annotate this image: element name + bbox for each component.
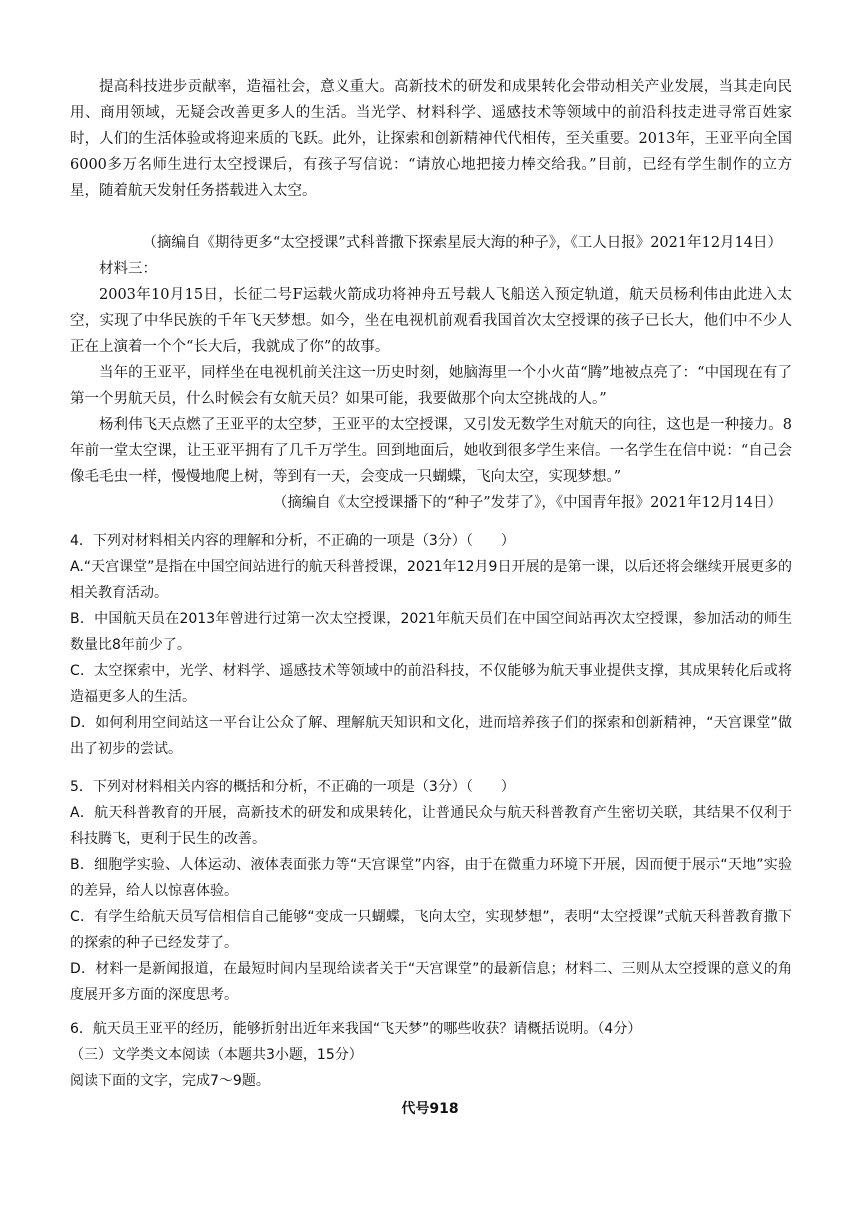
page-footer-code: 代号918 [401,1101,459,1117]
question-4-option-b: B．中国航天员在2013年曾进行过第一次太空授课，2021年航天员们在中国空间站再次太空授课，参加活动的师生数量比8年前少了。 [70,611,792,653]
question-4-option-d: D．如何利用空间站这一平台让公众了解、理解航天知识和文化，进而培养孩子们的探索和创新精神，“天宫课堂”做出了初步的尝试。 [70,715,792,757]
question-5-stem: 5．下列对材料相关内容的概括和分析，不正确的一项是（3分）（ ） [70,779,515,795]
question-5-option-d: D．材料一是新闻报道，在最短时间内呈现给读者关于“天宫课堂”的最新信息；材料二、三则从太空授课的意义的角度展开多方面的深度思考。 [70,961,792,1003]
question-4-option-c: C．太空探索中，光学、材料学、遥感技术等领域中的前沿科技，不仅能够为航天事业提供支撑，其成果转化后或将造福更多人的生活。 [70,663,792,705]
question-6 [70,1016,792,1094]
material-2-paragraph: 提高科技进步贡献率，造福社会，意义重大。高新技术的研发和成果转化会带动相关产业发展，当其走向民用、商用领域，无疑会改善更多人的生活。当光学、材料科学、遥感技术等领域中的前沿科技走进寻常百姓家时，人们的生活体验或将迎来质的飞跃。此外，让探索和创新精神代代相传，至关重要。2013年，王亚平向全国6000多万名师生进行太空授课后，有孩子写信说：“请放心地把接力棒交给我。”目前，已经有学生制作的立方星，随着航天发射任务搭载进入太空。 [70,79,792,199]
material-2-source: （摘编自《期待更多“太空授课”式科普撒下探索星辰大海的种子》，《工人日报》2021年12月14日） [142,235,782,251]
question-5-option-a: A．航天科普教育的开展，高新技术的研发和成果转化，让普通民众与航天科普教育产生密切关联，其结果不仅利于科技腾飞，更利于民生的改善。 [70,805,792,847]
question-4-option-a: A.“天宫课堂”是指在中国空间站进行的航天科普授课，2021年12月9日开展的是第一课，以后还将会继续开展更多的相关教育活动。 [70,559,792,601]
material-2-source-block [70,230,792,256]
material-3-source: （摘编自《太空授课播下的“种子”发芽了》，《中国青年报》2021年12月14日） [272,495,782,511]
question-5-option-b: B．细胞学实验、人体运动、液体表面张力等“天宫课堂”内容，由于在微重力环境下开展，因而便于展示“天地”实验的差异，给人以惊喜体验。 [70,857,792,899]
question-4 [70,528,792,762]
question-6-stem: 6．航天员王亚平的经历，能够折射出近年来我国“飞天梦”的哪些收获？请概括说明。（4分） [70,1021,642,1037]
material-3-paragraph-1: 2003年10月15日，长征二号F运载火箭成功将神舟五号载人飞船送入预定轨道，航天员杨利伟由此进入太空，实现了中华民族的千年飞天梦想。如今，坐在电视机前观看我国首次太空授课的孩子已长大，他们中不少人正在上演着一个个“长大后，我就成了你”的故事。 [70,287,792,355]
section-3-instruction: 阅读下面的文字，完成7～9题。 [70,1073,270,1089]
question-5 [70,774,792,1008]
material-3-paragraph-2: 当年的王亚平，同样坐在电视机前关注这一历史时刻，她脑海里一个小火苗“腾”地被点亮了：“中国现在有了第一个男航天员，什么时候会有女航天员？如果可能，我要做那个向太空挑战的人。” [70,365,792,407]
question-4-stem: 4．下列对材料相关内容的理解和分析，不正确的一项是（3分）（ ） [70,533,515,549]
material-3 [70,256,792,516]
question-5-option-c: C．有学生给航天员写信相信自己能够“变成一只蝴蝶，飞向太空，实现梦想”，表明“太空授课”式航天科普教育撒下的探索的种子已经发芽了。 [70,909,792,951]
material-3-label: 材料三： [99,261,157,277]
section-3-heading: （三）文学类文本阅读（本题共3小题，15分） [70,1047,363,1063]
material-2 [70,74,792,204]
material-3-paragraph-3: 杨利伟飞天点燃了王亚平的太空梦，王亚平的太空授课，又引发无数学生对航天的向往，这也是一种接力。8年前一堂太空课，让王亚平拥有了几千万学生。回到地面后，她收到很多学生来信。一名学生在信中说：“自己会像毛毛虫一样，慢慢地爬上树，等到有一天，会变成一只蝴蝶，飞向太空，实现梦想。” [70,417,792,485]
